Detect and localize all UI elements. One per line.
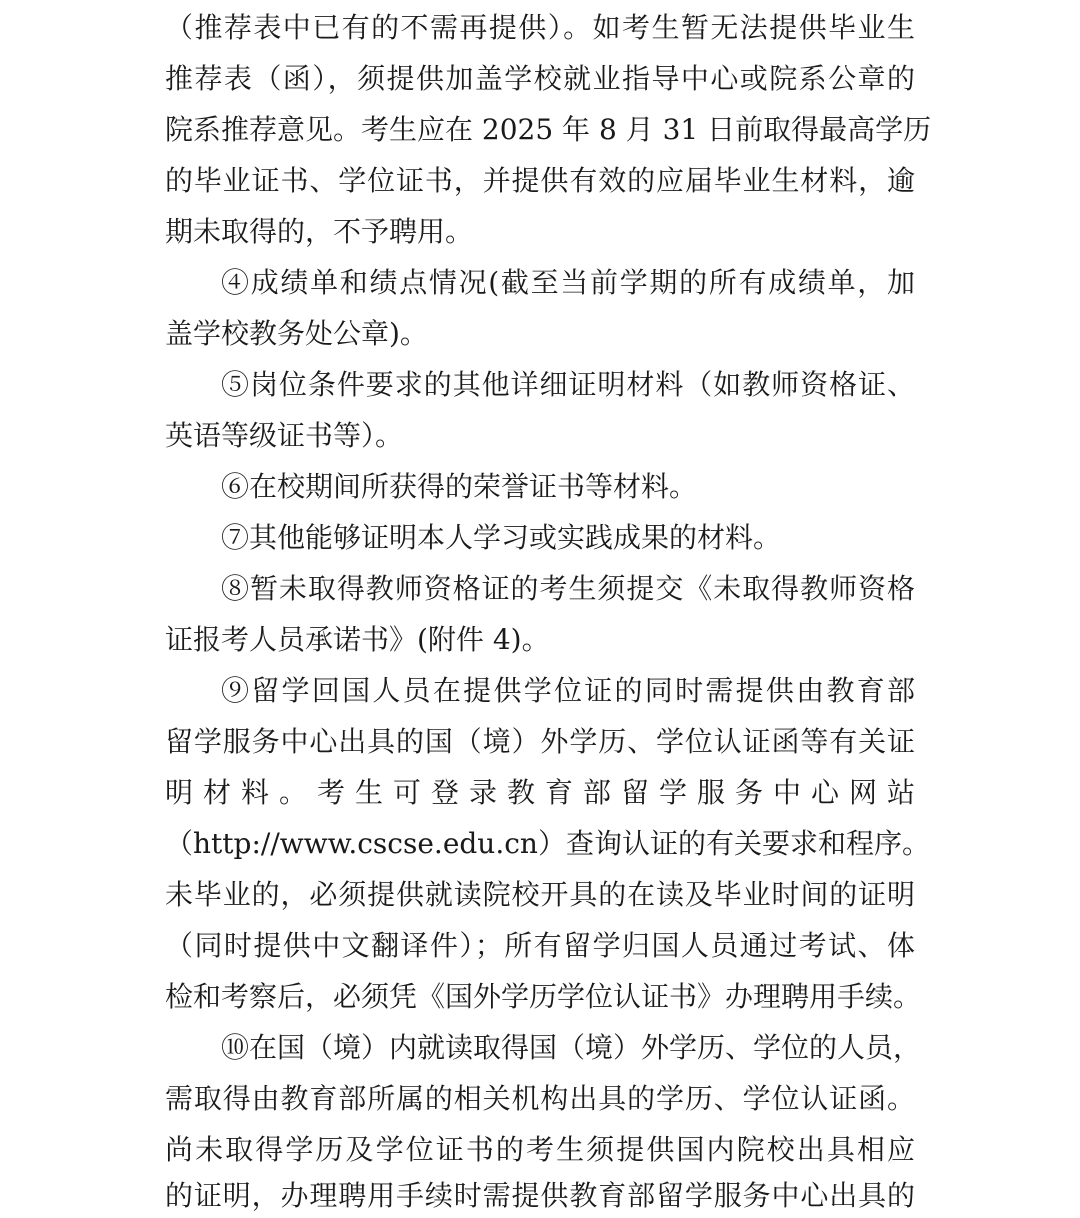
paragraph-first-line: ⑨留学回国人员在提供学位证的同时需提供由教育部 (221, 674, 915, 707)
text-line: 明材料。考生可登录教育部留学服务中心网站 (165, 776, 915, 809)
paragraph-first-line: ⑦其他能够证明本人学习或实践成果的材料。 (221, 521, 782, 554)
paragraph-first-line: ⑤岗位条件要求的其他详细证明材料（如教师资格证、 (221, 368, 915, 401)
paragraph-first-line: ⑧暂未取得教师资格证的考生须提交《未取得教师资格 (221, 572, 915, 605)
text-line: 院系推荐意见。考生应在 2025 年 8 月 31 日前取得最高学历 (165, 113, 932, 146)
text-line: 盖学校教务处公章)。 (165, 317, 428, 350)
text-line: 的毕业证书、学位证书，并提供有效的应届毕业生材料，逾 (165, 164, 915, 197)
paragraph-first-line: ⑩在国（境）内就读取得国（境）外学历、学位的人员， (221, 1031, 922, 1064)
text-line: 尚未取得学历及学位证书的考生须提供国内院校出具相应 (165, 1133, 915, 1166)
text-line: 英语等级证书等）。 (165, 419, 404, 452)
text-line: 的证明，办理聘用手续时需提供教育部留学服务中心出具的 (165, 1179, 915, 1212)
text-line: 检和考察后，必须凭《国外学历学位认证书》办理聘用手续。 (165, 980, 922, 1013)
text-line: 留学服务中心出具的国（境）外学历、学位认证函等有关证 (165, 725, 915, 758)
paragraph-first-line: ④成绩单和绩点情况(截至当前学期的所有成绩单，加 (221, 266, 915, 299)
paragraph-first-line: ⑥在校期间所获得的荣誉证书等材料。 (221, 470, 698, 503)
text-line: （推荐表中已有的不需再提供）。如考生暂无法提供毕业生 (165, 11, 915, 44)
text-line: 未毕业的，必须提供就读院校开具的在读及毕业时间的证明 (165, 878, 915, 911)
text-line: （http://www.cscse.edu.cn）查询认证的有关要求和程序。 (165, 827, 930, 860)
text-line: 期未取得的，不予聘用。 (165, 215, 474, 248)
text-line: 推荐表（函），须提供加盖学校就业指导中心或院系公章的 (165, 62, 915, 95)
text-line: （同时提供中文翻译件）；所有留学归国人员通过考试、体 (165, 929, 915, 962)
text-line: 需取得由教育部所属的相关机构出具的学历、学位认证函。 (165, 1082, 915, 1115)
text-line: 证报考人员承诺书》(附件 4)。 (165, 623, 550, 656)
